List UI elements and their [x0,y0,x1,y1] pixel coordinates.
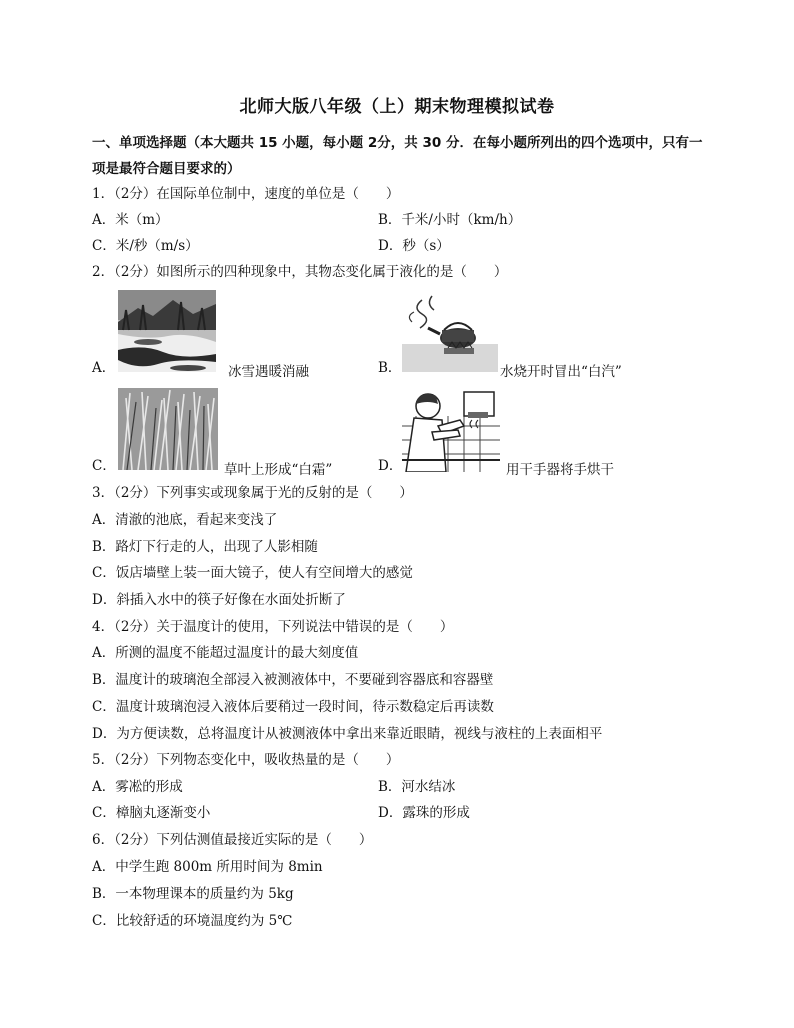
question-4-option-c[interactable]: C．温度计玻璃泡浸入液体后要稍过一段时间，待示数稳定后再读数 [92,699,494,715]
section-heading: 一、单项选择题（本大题共 15 小题，每小题 2分，共 30 分．在每小题所列出的四个选项中，只有一项是最符合题目要求的） [92,135,703,177]
question-1-option-b[interactable]: B．千米/小时（km/h） [378,212,522,228]
question-2-option-b-letter[interactable]: B． [378,360,402,376]
question-5-option-a[interactable]: A．雾凇的形成 [92,779,183,795]
question-1-option-c[interactable]: C．米/秒（m/s） [92,238,199,254]
question-4-option-a[interactable]: A．所测的温度不能超过温度计的最大刻度值 [92,645,359,661]
question-4-option-d[interactable]: D．为方便读数，总将温度计从被测液体中拿出来靠近眼睛，视线与液柱的上表面相平 [92,726,603,742]
question-3-stem: 3．（2分）下列事实或现象属于光的反射的是（ ） [92,485,413,501]
question-5-stem: 5．（2分）下列物态变化中，吸收热量的是（ ） [92,752,400,768]
question-4-stem: 4．（2分）关于温度计的使用，下列说法中错误的是（ ） [92,619,454,635]
question-3-option-d[interactable]: D．斜插入水中的筷子好像在水面处折断了 [92,592,346,608]
question-2-option-c-caption: 草叶上形成“白霜” [224,462,333,478]
question-5-option-b[interactable]: B．河水结冰 [378,779,456,795]
snow-melting-image [118,290,216,372]
kettle-steam-image [402,290,498,372]
question-1-option-d[interactable]: D．秒（s） [378,238,450,254]
question-3-option-c[interactable]: C．饭店墙壁上装一面大镜子，使人有空间增大的感觉 [92,565,413,581]
question-2-option-d-letter[interactable]: D． [378,458,403,474]
question-6-stem: 6．（2分）下列估测值最接近实际的是（ ） [92,832,373,848]
frost-grass-image [118,388,218,470]
question-4-option-b[interactable]: B．温度计的玻璃泡全部浸入被测液体中，不要碰到容器底和容器壁 [92,672,494,688]
page-title: 北师大版八年级（上）期末物理模拟试卷 [239,97,555,117]
question-6-option-b[interactable]: B．一本物理课本的质量约为 5kg [92,886,294,902]
question-2-option-a-caption: 冰雪遇暖消融 [228,364,309,380]
question-5-option-c[interactable]: C．樟脑丸逐渐变小 [92,805,211,821]
hand-dryer-image [402,386,500,472]
question-2-option-c-letter[interactable]: C． [92,458,116,474]
question-6-option-a[interactable]: A．中学生跑 800m 所用时间为 8min [92,859,323,875]
question-3-option-b[interactable]: B．路灯下行走的人，出现了人影相随 [92,539,318,555]
question-3-option-a[interactable]: A．清澈的池底，看起来变浅了 [92,512,278,528]
question-1-option-a[interactable]: A．米（m） [92,212,169,228]
question-1-stem: 1．（2分）在国际单位制中，速度的单位是（ ） [92,186,400,202]
question-2-stem: 2．（2分）如图所示的四种现象中，其物态变化属于液化的是（ ） [92,264,508,280]
question-6-option-c[interactable]: C．比较舒适的环境温度约为 5℃ [92,913,293,929]
question-2-option-d-caption: 用干手器将手烘干 [506,462,614,478]
question-5-option-d[interactable]: D．露珠的形成 [378,805,470,821]
question-2-option-a-letter[interactable]: A． [92,360,116,376]
question-2-option-b-caption: 水烧开时冒出“白汽” [500,364,622,380]
